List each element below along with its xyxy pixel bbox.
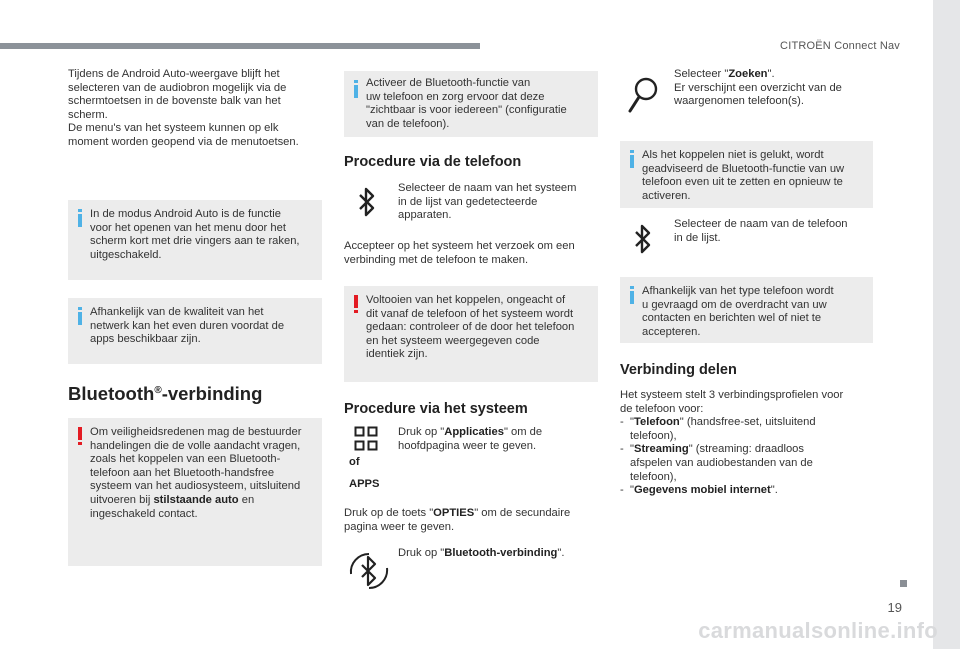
page-number: 19: [887, 600, 902, 615]
heading-procedure-system: Procedure via het systeem: [344, 401, 528, 417]
info-note-contacts: Afhankelijk van het type telefoon wordt u gevraagd om de overdracht van uw contacten en berichten wel of niet te accepteren.: [620, 277, 873, 343]
info-icon: [78, 307, 82, 325]
side-strip: [933, 0, 960, 649]
bluetooth-heading: Bluetooth®-verbinding: [68, 383, 263, 404]
apps-button-label: APPS: [349, 478, 380, 490]
heading-connection-sharing: Verbinding delen: [620, 362, 737, 378]
accept-paragraph: Accepteer op het systeem het verzoek om een verbinding met de telefoon te maken.: [344, 240, 575, 266]
list-item: - "Gegevens mobiel internet".: [620, 484, 778, 497]
step-press-applications: Druk op "Applicaties" om de hoofdpagina weer te geven.: [398, 426, 543, 452]
bluetooth-icon: [633, 222, 653, 256]
warning-note-safety: Om veiligheidsredenen mag de bestuurder handelingen die de volle aandacht vragen, zoals het koppelen van een Bluetooth- telefoon aan het Bluetooth-handsfree systeem van het audiosysteem, uitsluitend uitvoeren bij stilstaande auto en ingeschakeld contact.: [68, 418, 322, 566]
step-bluetooth-connection: Druk op "Bluetooth-verbinding".: [398, 547, 565, 559]
or-label: of: [349, 456, 360, 468]
info-icon: [630, 286, 634, 304]
bluetooth-icon: [357, 185, 377, 219]
warning-icon: [354, 295, 358, 313]
page-header: CITROËN Connect Nav: [780, 40, 900, 52]
sharing-paragraph: Het systeem stelt 3 verbindingsprofielen voor de telefoon voor: - "Telefoon" (handsfree-set, uitsluitend telefoon), - "Streaming" (streaming: draadloos afspelen van audiobestanden van de telefoon), - "Gegevens mobiel internet".: [620, 389, 880, 498]
bluetooth-connection-icon: [348, 548, 390, 594]
heading-procedure-phone: Procedure via de telefoon: [344, 154, 522, 170]
end-marker: [900, 580, 907, 587]
info-note-activate-bt: Activeer de Bluetooth-functie van uw telefoon en zorg ervoor dat deze "zichtbaar is voor iedereen" (configuratie van de telefoon).: [344, 71, 598, 137]
warning-note-pairing: Voltooien van het koppelen, ongeacht of dit vanaf de telefoon of het systeem wordt gedaan: controleer of de door het telefoon en het systeem weergegeven code identiek zijn.: [344, 286, 598, 382]
search-icon: [626, 76, 660, 116]
list-item: - "Streaming" (streaming: draadloos afspelen van audiobestanden van de telefoon),: [620, 443, 813, 483]
info-note-pairing-failed: Als het koppelen niet is gelukt, wordt geadviseerd de Bluetooth-functie van uw telefoon even uit te zetten en opnieuw te activeren.: [620, 141, 873, 208]
warning-icon: [78, 427, 82, 445]
header-bar: [0, 43, 480, 49]
step-search: Selecteer "Zoeken". Er verschijnt een overzicht van de waargenomen telefoon(s).: [674, 68, 842, 108]
watermark: carmanualsonline.info: [698, 618, 938, 643]
info-icon: [630, 150, 634, 168]
info-note-android-auto: In de modus Android Auto is de functie voor het openen van het menu door het scherm kort met drie vingers aan te raken, uitgeschakeld.: [68, 200, 322, 280]
applications-grid-icon: [354, 426, 378, 452]
step-select-system: Selecteer de naam van het systeem in de lijst van gedetecteerde apparaten.: [398, 182, 577, 222]
step-select-phone: Selecteer de naam van de telefoon in de lijst.: [674, 218, 848, 244]
info-icon: [78, 209, 82, 227]
intro-paragraph: Tijdens de Android Auto-weergave blijft het selecteren van de audiobron mogelijk via de schermtoetsen in de bovenste balk van het scherm. De menu's van het systeem kunnen op elk moment worden geopend via de menutoetsen.: [68, 68, 299, 148]
options-paragraph: Druk op de toets "OPTIES" om de secundaire pagina weer te geven.: [344, 507, 571, 533]
info-note-network: Afhankelijk van de kwaliteit van het netwerk kan het even duren voordat de apps beschikbaar zijn.: [68, 298, 322, 364]
info-icon: [354, 80, 358, 98]
list-item: - "Telefoon" (handsfree-set, uitsluitend telefoon),: [620, 416, 816, 442]
